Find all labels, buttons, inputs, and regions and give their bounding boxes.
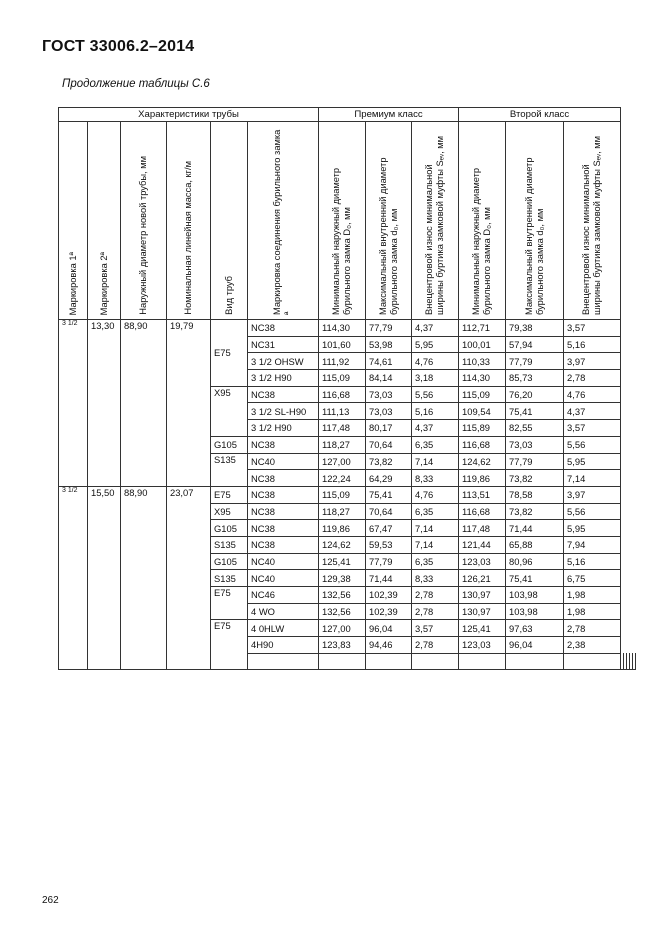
cell-p-s: 3,18 [412, 370, 459, 387]
filler-cell [564, 653, 621, 670]
cell-s-d: 79,38 [506, 320, 564, 337]
filler-cell [506, 653, 564, 670]
cell-pipe-type: E75 [211, 320, 248, 387]
cell-p-s: 3,57 [412, 620, 459, 637]
cell-p-d0: 127,00 [319, 620, 366, 637]
cell-joint: 3 1/2 H90 [248, 420, 319, 437]
cell-p-d0: 122,24 [319, 470, 366, 487]
cell-p-d0: 119,86 [319, 520, 366, 537]
cell-p-d: 73,03 [366, 403, 412, 420]
cell-p-d: 53,98 [366, 336, 412, 353]
cell-pipe-type: S135 [211, 536, 248, 553]
cell-s-d0: 123,03 [459, 553, 506, 570]
cell-p-d: 64,29 [366, 470, 412, 487]
cell-s-d0: 110,33 [459, 353, 506, 370]
column-header-row [59, 122, 636, 320]
filler-cell [366, 653, 412, 670]
cell-s-d: 73,82 [506, 470, 564, 487]
cell-s-d: 103,98 [506, 587, 564, 604]
cell-s-d0: 123,03 [459, 637, 506, 654]
cell-joint: NC40 [248, 553, 319, 570]
cell-p-d: 70,64 [366, 503, 412, 520]
cell-p-d0: 132,56 [319, 603, 366, 620]
col-premium-max-inner [366, 122, 412, 320]
cell-pipe-type: G105 [211, 520, 248, 537]
cell-s-d0: 113,51 [459, 486, 506, 503]
cell-s-s: 5,95 [564, 453, 621, 470]
cell-s-s: 1,98 [564, 603, 621, 620]
cell-joint: 4 WO [248, 603, 319, 620]
cell-s-d: 75,41 [506, 570, 564, 587]
document-title: ГОСТ 33006.2–2014 [42, 38, 195, 55]
cell-p-d: 102,39 [366, 587, 412, 604]
cell-s-s: 3,57 [564, 420, 621, 437]
cell-p-s: 4,76 [412, 486, 459, 503]
cell-joint: NC38 [248, 386, 319, 403]
cell-p-d0: 117,48 [319, 420, 366, 437]
cell-s-d0: 115,89 [459, 420, 506, 437]
col-mark2-label: Маркировка 2ª [98, 251, 109, 315]
cell-p-s: 2,78 [412, 603, 459, 620]
cell-p-d: 70,64 [366, 436, 412, 453]
cell-p-d: 75,41 [366, 486, 412, 503]
cell-s-d: 80,96 [506, 553, 564, 570]
filler-cell [459, 653, 506, 670]
cell-joint: 3 1/2 H90 [248, 370, 319, 387]
cell-pipe-type: E75 [211, 587, 248, 620]
col-premium-max-inner-label: Максимальный внутренний диаметр бурильного замка d₀, мм [377, 157, 399, 315]
cell-p-d0: 111,13 [319, 403, 366, 420]
cell-s-d: 77,79 [506, 453, 564, 470]
cell-joint: NC38 [248, 520, 319, 537]
cell-p-s: 4,37 [412, 420, 459, 437]
cell-p-s: 8,33 [412, 570, 459, 587]
cell-p-d: 84,14 [366, 370, 412, 387]
cell-s-d0: 116,68 [459, 436, 506, 453]
group-header-pipe: Характеристики трубы [59, 108, 319, 122]
table-row [59, 320, 636, 337]
cell-s-d: 82,55 [506, 420, 564, 437]
spec-table [58, 107, 636, 670]
cell-s-s: 4,76 [564, 386, 621, 403]
cell-s-d0: 115,09 [459, 386, 506, 403]
cell-s-d: 71,44 [506, 520, 564, 537]
cell-s-d: 75,41 [506, 403, 564, 420]
cell-s-d0: 124,62 [459, 453, 506, 470]
cell-s-d: 96,04 [506, 637, 564, 654]
cell-s-d0: 112,71 [459, 320, 506, 337]
cell-s-s: 7,94 [564, 536, 621, 553]
cell-s-d: 85,73 [506, 370, 564, 387]
cell-p-d: 96,04 [366, 620, 412, 637]
cell-p-d0: 127,00 [319, 453, 366, 470]
cell-p-s: 7,14 [412, 520, 459, 537]
cell-pipe-type: E75 [211, 486, 248, 503]
cell-s-d0: 116,68 [459, 503, 506, 520]
col-premium-min-outer [319, 122, 366, 320]
cell-s-s: 7,14 [564, 470, 621, 487]
filler-cell [412, 653, 459, 670]
cell-mark1: 3 1/2 [59, 486, 88, 670]
cell-joint: 4 0HLW [248, 620, 319, 637]
filler-cell [248, 653, 319, 670]
cell-p-d0: 115,09 [319, 370, 366, 387]
cell-s-d: 73,03 [506, 436, 564, 453]
cell-s-s: 6,75 [564, 570, 621, 587]
cell-s-d0: 125,41 [459, 620, 506, 637]
cell-joint: NC40 [248, 570, 319, 587]
cell-p-d0: 123,83 [319, 637, 366, 654]
filler-cell [632, 653, 635, 670]
cell-p-s: 2,78 [412, 637, 459, 654]
col-premium-min-outer-label: Минимальный наружный диаметр бурильного замка D₀, мм [331, 167, 352, 315]
cell-p-s: 2,78 [412, 587, 459, 604]
cell-s-d0: 126,21 [459, 570, 506, 587]
cell-joint: NC38 [248, 536, 319, 553]
cell-pipe-type: G105 [211, 436, 248, 453]
cell-s-s: 5,56 [564, 436, 621, 453]
cell-pipe-type: S135 [211, 570, 248, 587]
cell-s-d0: 119,86 [459, 470, 506, 487]
cell-joint: 3 1/2 OHSW [248, 353, 319, 370]
cell-p-d: 77,79 [366, 553, 412, 570]
cell-s-d: 97,63 [506, 620, 564, 637]
cell-p-s: 5,95 [412, 336, 459, 353]
cell-pipe-type: X95 [211, 503, 248, 520]
cell-joint: NC38 [248, 503, 319, 520]
cell-p-d: 71,44 [366, 570, 412, 587]
cell-p-d0: 111,92 [319, 353, 366, 370]
cell-p-d: 73,03 [366, 386, 412, 403]
cell-s-d: 73,82 [506, 503, 564, 520]
filler-cell [319, 653, 366, 670]
cell-s-s: 3,97 [564, 353, 621, 370]
cell-p-s: 7,14 [412, 536, 459, 553]
cell-p-d0: 124,62 [319, 536, 366, 553]
group-header-premium: Премиум класс [319, 108, 459, 122]
cell-p-s: 5,16 [412, 403, 459, 420]
cell-s-d: 103,98 [506, 603, 564, 620]
cell-linear-mass: 19,79 [167, 320, 211, 487]
cell-s-d0: 114,30 [459, 370, 506, 387]
col-second-min-outer [459, 122, 506, 320]
cell-s-s: 3,97 [564, 486, 621, 503]
cell-s-d: 77,79 [506, 353, 564, 370]
cell-pipe-type: X95 [211, 386, 248, 436]
cell-mark2: 15,50 [88, 486, 121, 670]
cell-p-s: 8,33 [412, 470, 459, 487]
cell-s-s: 5,16 [564, 553, 621, 570]
cell-s-s: 5,95 [564, 520, 621, 537]
cell-s-d0: 130,97 [459, 603, 506, 620]
cell-joint: 3 1/2 SL-H90 [248, 403, 319, 420]
cell-s-s: 2,78 [564, 620, 621, 637]
cell-s-s: 5,56 [564, 503, 621, 520]
col-mark1-label: Маркировка 1ª [67, 251, 78, 315]
cell-s-d: 57,94 [506, 336, 564, 353]
cell-p-s: 5,56 [412, 386, 459, 403]
col-joint-mark-label: Маркировка соединения бурильного замка ª [272, 129, 293, 315]
col-outer-diam-label: Наружный диаметр новой трубы, мм [138, 156, 148, 315]
cell-pipe-type: G105 [211, 553, 248, 570]
cell-mark1: 3 1/2 [59, 320, 88, 487]
cell-s-s: 4,37 [564, 403, 621, 420]
cell-s-s: 1,98 [564, 587, 621, 604]
cell-pipe-type: E75 [211, 620, 248, 670]
col-pipe-type-label: Вид труб [223, 276, 234, 315]
cell-p-d0: 101,60 [319, 336, 366, 353]
cell-p-s: 4,76 [412, 353, 459, 370]
cell-p-d: 94,46 [366, 637, 412, 654]
col-second-max-inner-label: Максимальный внутренний диаметр бурильного замка d₀, мм [523, 157, 545, 315]
cell-p-d0: 132,56 [319, 587, 366, 604]
cell-joint: NC38 [248, 470, 319, 487]
cell-p-s: 6,35 [412, 436, 459, 453]
cell-p-s: 4,37 [412, 320, 459, 337]
cell-p-d0: 125,41 [319, 553, 366, 570]
cell-joint: NC38 [248, 436, 319, 453]
cell-outer-diam: 88,90 [121, 486, 167, 670]
group-header-row [59, 108, 636, 122]
col-pipe-type [211, 122, 248, 320]
cell-p-d: 77,79 [366, 320, 412, 337]
cell-p-s: 6,35 [412, 503, 459, 520]
group-header-second: Второй класс [459, 108, 621, 122]
cell-joint: NC38 [248, 320, 319, 337]
cell-s-s: 5,16 [564, 336, 621, 353]
cell-s-d0: 100,01 [459, 336, 506, 353]
cell-p-d: 73,82 [366, 453, 412, 470]
cell-p-d: 59,53 [366, 536, 412, 553]
col-mark1 [59, 122, 88, 320]
col-premium-ecc-wear-label: Внецентровой износ минимальной ширины буртика замковой муфты Sₑᵥ, мм [424, 135, 446, 315]
cell-s-d0: 130,97 [459, 587, 506, 604]
cell-joint: NC40 [248, 453, 319, 470]
table-caption: Продолжение таблицы С.6 [62, 78, 210, 90]
cell-joint: NC38 [248, 486, 319, 503]
cell-p-s: 6,35 [412, 553, 459, 570]
cell-p-d: 67,47 [366, 520, 412, 537]
col-outer-diam [121, 122, 167, 320]
cell-p-d: 74,61 [366, 353, 412, 370]
col-premium-ecc-wear [412, 122, 459, 320]
table-row [59, 486, 636, 503]
cell-s-d: 76,20 [506, 386, 564, 403]
col-second-ecc-wear-label: Внецентровой износ минимальной ширины буртика замковой муфты Sₑᵥ, мм [581, 135, 603, 315]
cell-mark2: 13,30 [88, 320, 121, 487]
col-mark2 [88, 122, 121, 320]
cell-p-d0: 118,27 [319, 503, 366, 520]
cell-p-d: 102,39 [366, 603, 412, 620]
cell-p-s: 7,14 [412, 453, 459, 470]
col-second-min-outer-label: Минимальный наружный диаметр бурильного замка D₀, мм [471, 167, 493, 315]
col-joint-mark [248, 122, 319, 320]
cell-s-d: 65,88 [506, 536, 564, 553]
cell-s-s: 2,78 [564, 370, 621, 387]
cell-p-d0: 115,09 [319, 486, 366, 503]
cell-p-d0: 129,38 [319, 570, 366, 587]
cell-outer-diam: 88,90 [121, 320, 167, 487]
col-linear-mass-label: Номинальная линейная масса, кг/м [183, 161, 193, 315]
cell-p-d0: 114,30 [319, 320, 366, 337]
col-linear-mass [167, 122, 211, 320]
cell-s-s: 2,38 [564, 637, 621, 654]
cell-s-d0: 121,44 [459, 536, 506, 553]
cell-s-d0: 109,54 [459, 403, 506, 420]
cell-linear-mass: 23,07 [167, 486, 211, 670]
cell-p-d0: 118,27 [319, 436, 366, 453]
col-second-max-inner [506, 122, 564, 320]
cell-joint: NC46 [248, 587, 319, 604]
page-number: 262 [42, 895, 59, 906]
cell-s-d0: 117,48 [459, 520, 506, 537]
cell-pipe-type: S135 [211, 453, 248, 486]
cell-s-d: 78,58 [506, 486, 564, 503]
cell-joint: 4H90 [248, 637, 319, 654]
col-second-ecc-wear [564, 122, 621, 320]
cell-s-s: 3,57 [564, 320, 621, 337]
cell-p-d: 80,17 [366, 420, 412, 437]
cell-p-d0: 116,68 [319, 386, 366, 403]
cell-joint: NC31 [248, 336, 319, 353]
